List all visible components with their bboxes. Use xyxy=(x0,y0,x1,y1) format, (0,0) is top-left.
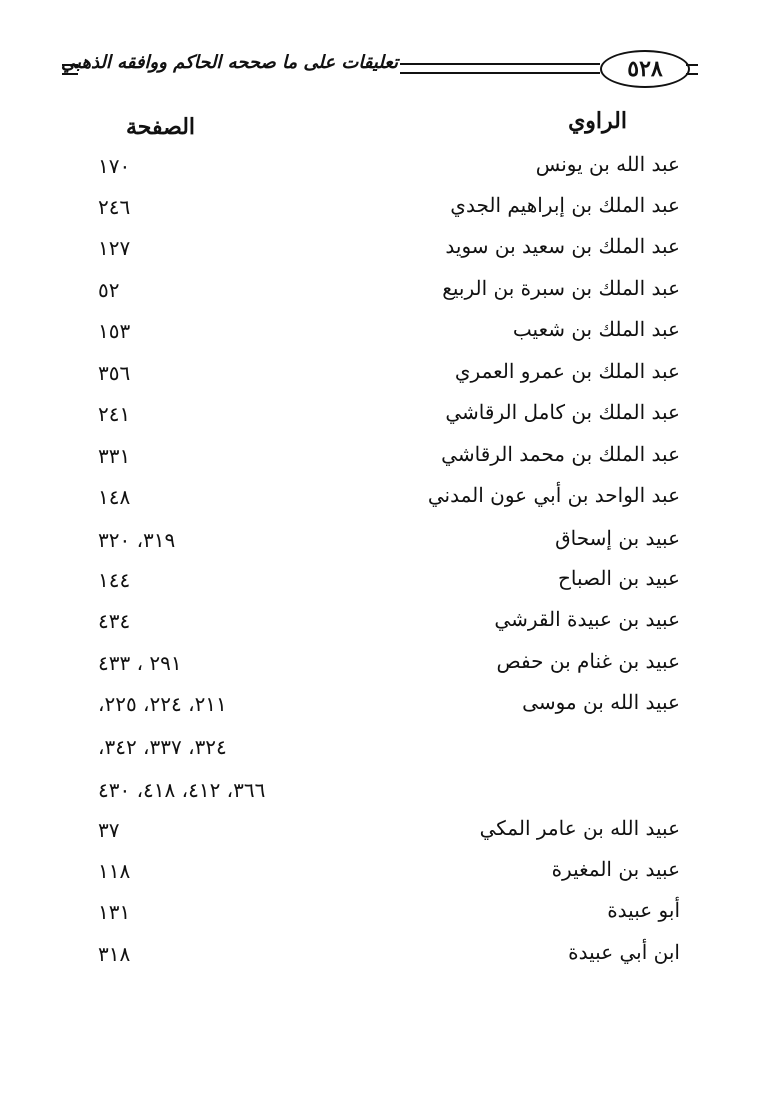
narrator-name: عبد الملك بن شعيب xyxy=(512,317,680,341)
narrator-name: عبيد بن الصباح xyxy=(557,566,680,590)
page-refs: ٢٤١ xyxy=(98,402,131,426)
narrator-name: عبيد الله بن عامر المكي xyxy=(479,816,680,840)
page-refs: ٤٣٤ xyxy=(98,609,131,633)
column-header-page: الصفحة xyxy=(126,114,196,140)
page-number-badge: ٥٢٨ xyxy=(600,50,690,88)
page-refs: ١٤٤ xyxy=(98,568,131,592)
index-row xyxy=(0,234,772,270)
page-refs: ٣١٨ xyxy=(98,942,131,966)
page-refs: ١١٨ xyxy=(98,859,131,883)
index-row xyxy=(0,857,772,893)
page-header xyxy=(60,44,690,96)
page-refs: ٣١٩، ٣٢٠ xyxy=(98,528,176,552)
narrator-name: عبيد بن عبيدة القرشي xyxy=(494,607,680,631)
page-refs: ٢١١، ٢٢٤، ٢٢٥، xyxy=(98,692,227,716)
narrator-name: عبد الملك بن سعيد بن سويد xyxy=(445,234,680,258)
narrator-name: عبد الملك بن كامل الرقاشي xyxy=(445,400,680,424)
index-row xyxy=(0,733,772,769)
index-row xyxy=(0,526,772,562)
header-right-ornament xyxy=(686,64,698,75)
index-row xyxy=(0,566,772,602)
page-refs: ٣٢٤، ٣٣٧، ٣٤٢، xyxy=(98,735,227,759)
index-row xyxy=(0,400,772,436)
narrator-name: عبيد بن إسحاق xyxy=(555,526,680,550)
page-refs: ٣٣١ xyxy=(98,444,131,468)
index-row xyxy=(0,483,772,519)
page-refs: ١٥٣ xyxy=(98,319,131,343)
narrator-name: عبد الله بن يونس xyxy=(535,152,680,176)
index-row xyxy=(0,898,772,934)
running-title: تعليقات على ما صححه الحاكم ووافقه الذهبي xyxy=(61,52,398,73)
narrator-name: عبد الواحد بن أبي عون المدني xyxy=(427,483,680,507)
index-row xyxy=(0,776,772,812)
page-refs: ٢٤٦ xyxy=(98,195,131,219)
narrator-name: أبو عبيدة xyxy=(607,898,680,922)
index-row xyxy=(0,276,772,312)
index-row xyxy=(0,359,772,395)
page-refs: ٢٩١ ، ٤٣٣ xyxy=(98,651,182,675)
index-row xyxy=(0,193,772,229)
page-refs: ١٢٧ xyxy=(98,236,131,260)
page-refs: ٥٢ xyxy=(98,278,120,302)
narrator-name: عبد الملك بن سبرة بن الربيع xyxy=(442,276,680,300)
index-row xyxy=(0,607,772,643)
index-row xyxy=(0,442,772,478)
index-row xyxy=(0,816,772,852)
narrator-name: عبد الملك بن إبراهيم الجدي xyxy=(450,193,680,217)
page-refs: ١٧٠ xyxy=(98,154,131,178)
narrator-name: عبيد بن غنام بن حفص xyxy=(496,649,680,673)
page-refs: ٣٦٦، ٤١٢، ٤١٨، ٤٣٠ xyxy=(98,778,266,802)
narrator-name: عبيد الله بن موسى xyxy=(522,690,680,714)
index-row xyxy=(0,940,772,976)
page-refs: ٣٧ xyxy=(98,818,120,842)
header-rule xyxy=(400,63,600,74)
page-refs: ٣٥٦ xyxy=(98,361,131,385)
index-row xyxy=(0,317,772,353)
index-row xyxy=(0,649,772,685)
index-row xyxy=(0,152,772,188)
narrator-name: عبد الملك بن محمد الرقاشي xyxy=(441,442,680,466)
page-refs: ١٤٨ xyxy=(98,485,131,509)
narrator-name: ابن أبي عبيدة xyxy=(568,940,680,964)
narrator-name: عبيد بن المغيرة xyxy=(551,857,680,881)
page-refs: ١٣١ xyxy=(98,900,131,924)
column-header-narrator: الراوي xyxy=(568,108,627,134)
narrator-name: عبد الملك بن عمرو العمري xyxy=(454,359,680,383)
index-row xyxy=(0,690,772,726)
